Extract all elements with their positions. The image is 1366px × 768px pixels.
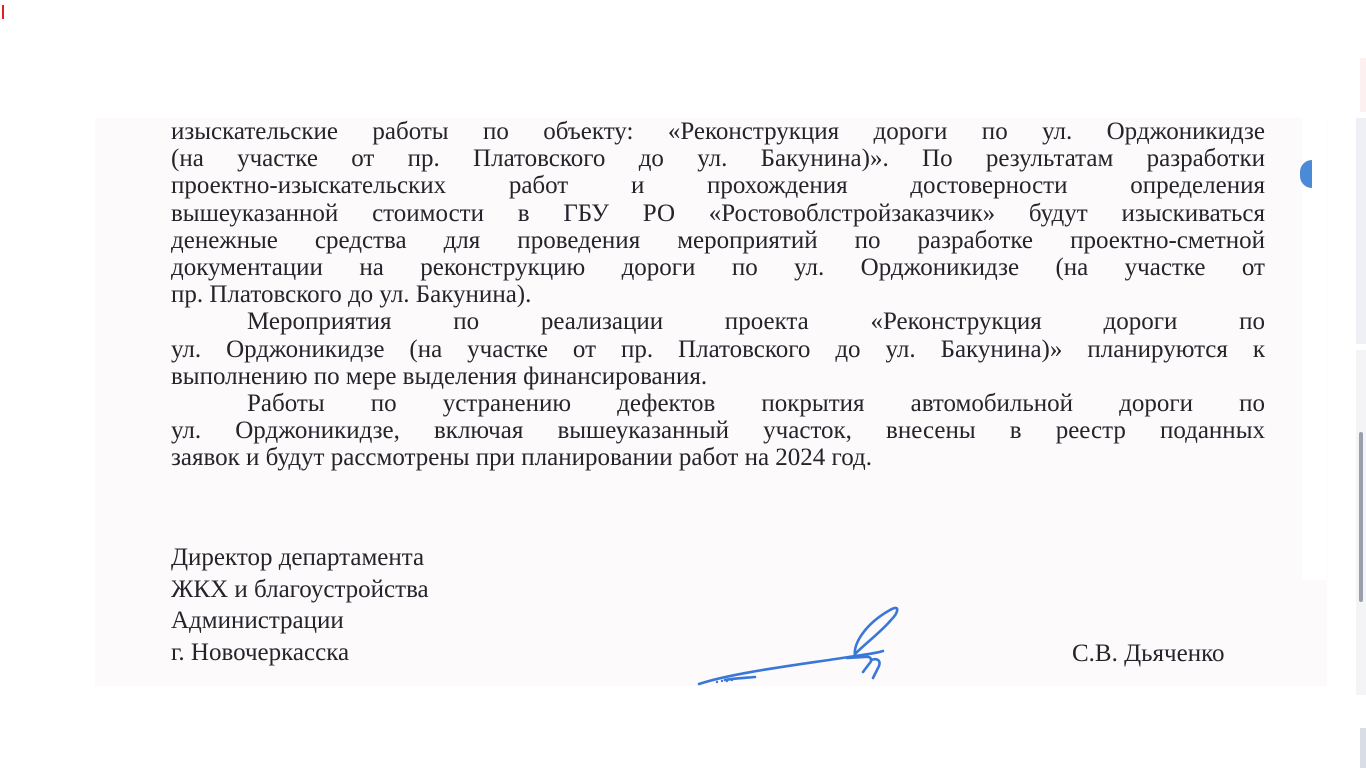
letter-body <box>171 118 1265 472</box>
text-line: проектно-изыскательских работ и прохождения достоверности определения <box>171 172 1265 200</box>
text-line: документации на реконструкцию дороги по ул. Орджоникидзе (на участке от <box>171 254 1265 282</box>
position-line: Директор департамента <box>171 544 425 571</box>
side-panel-edge-top <box>1360 58 1366 112</box>
text-line: вышеуказанной стоимости в ГБУ РО «Ростовоблстройзаказчик» будут изыскиваться <box>171 199 1265 227</box>
position-line: ЖКХ и благоустройства <box>171 575 429 603</box>
handwritten-signature <box>695 594 905 686</box>
text-line: ул. Орджоникидзе, включая вышеуказанный участок, внесены в реестр поданных <box>171 417 1265 445</box>
scrollbar-thumb[interactable] <box>1359 432 1363 602</box>
side-panel-tab[interactable] <box>1360 728 1366 768</box>
text-line: заявок и будут рассмотрены при планировании работ на 2024 год. <box>171 444 872 472</box>
corner-marker <box>2 5 4 19</box>
text-line: изыскательские работы по объекту: «Реконструкция дороги по ул. Орджоникидзе <box>171 118 1265 145</box>
page-margin-right <box>1302 118 1326 580</box>
text-line: Мероприятия по реализации проекта «Реконструкция дороги по <box>247 308 1265 336</box>
text-line: пр. Платовского до ул. Бакунина). <box>171 281 532 309</box>
signatory-position <box>171 542 429 668</box>
text-line: выполнению по мере выделения финансирования. <box>171 362 708 390</box>
text-line: ул. Орджоникидзе (на участке от пр. Платовского до ул. Бакунина)» планируются к <box>171 335 1265 363</box>
text-line: Работы по устранению дефектов покрытия автомобильной дороги по <box>247 390 1265 418</box>
text-line: (на участке от пр. Платовского до ул. Бакунина)». По результатам разработки <box>171 145 1265 173</box>
scanned-page <box>95 118 1327 686</box>
side-panel-edge <box>1356 118 1366 344</box>
position-line: г. Новочеркасска <box>171 638 350 666</box>
signer-name: С.В. Дьяченко <box>1072 640 1225 667</box>
text-line: денежные средства для проведения мероприятий по разработке проектно-сметной <box>171 226 1265 254</box>
position-line: Администрации <box>171 607 344 634</box>
